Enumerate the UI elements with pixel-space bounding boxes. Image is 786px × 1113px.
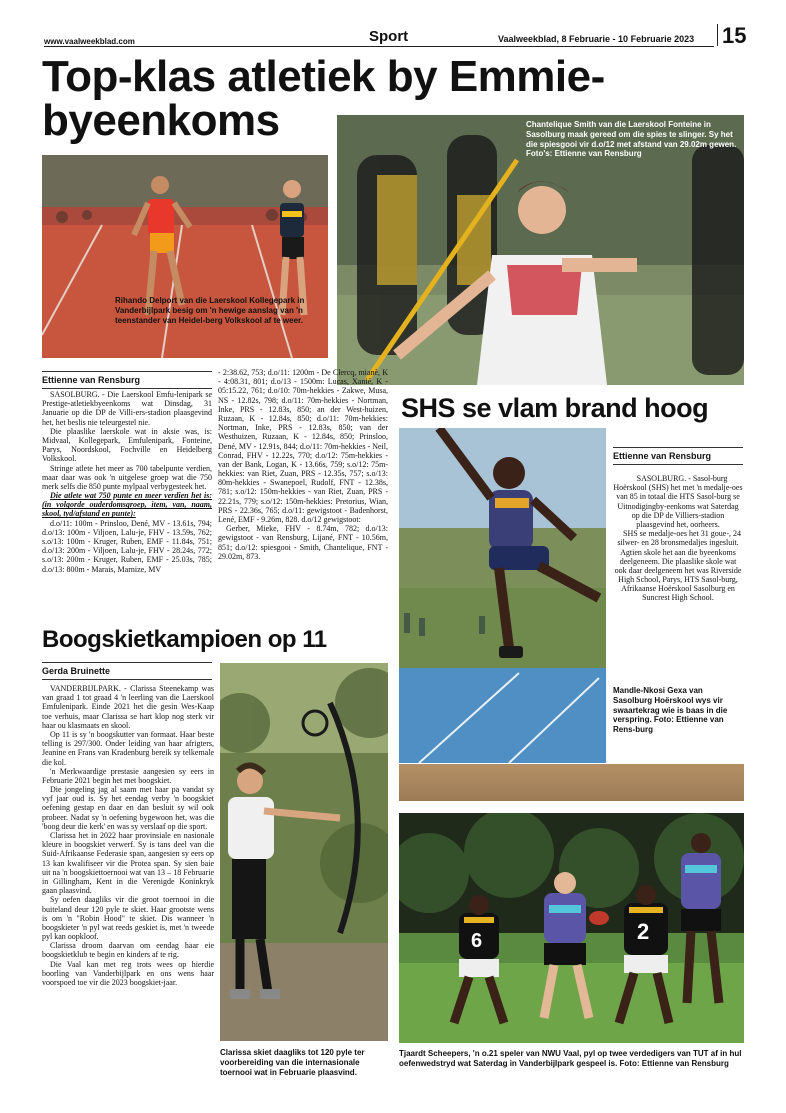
page-number: 15 <box>722 23 747 48</box>
shs-byline: Ettienne van Rensburg <box>613 447 743 465</box>
story1-paragraph: SASOLBURG. - Die Laerskool Emfu-lenipark se Prestige-atletiekbyeenkoms wat Dinsdag, 31 Januarie op die DP de Villi-ers-stadion plaasgevind het, het beslis nie teleurgestel nie. <box>42 390 212 427</box>
header-rule <box>44 46 714 47</box>
sprint-photo <box>42 155 328 358</box>
sprint-photo-caption: Rihando Delport van die Laerskool Kollegepark in Vanderbijlpark besig om 'n hewige aanslag van 'n teenstander van Heidel-berg Volkskool af te weer. <box>115 296 305 325</box>
story1-paragraph: Die plaaslike laerskole wat in aksie was, is: Midvaal, Kollegepark, Emfulenipark, Fonteine, Parys, Noordskool, Fochville en Heidelberg Volkskool. <box>42 426 212 464</box>
archery-paragraph: Die Vaal kan met reg trots wees op hierdie boorling van Vanderbijlpark en ons wens haar voorspoed toe vir die 2023 boogskiet-jaar. <box>42 959 214 987</box>
archery-byline: Gerda Bruinette <box>42 662 212 680</box>
archery-paragraph: Clarissa droom daarvan om eendag haar eie boogskietklub te begin en kinders af te rig. <box>42 941 214 960</box>
rugby-caption: Tjaardt Scheepers, 'n o.21 speler van NWU Vaal, pyl op twee verdedigers van TUT af in hul oefenwedstryd wat Saterdag in Vanderbijlpark gespeel is. Foto: Ettienne van Rensburg <box>399 1049 742 1068</box>
archery-photo <box>220 663 388 1041</box>
javelin-photo-caption: Chantelique Smith van die Laerskool Fonteine in Sasolburg maak gereed om die spies te slinger. Sy het die spiesgooi vir d.o/12 met afstand van 29.02m gewen. Foto's: Ettienne van Rensburg <box>526 120 737 159</box>
story1-column-1 <box>42 390 212 574</box>
archery-paragraph: Sy oefen daagliks vir die groot toernooi in die buiteland deur 120 pyle te skiet. Haar grootste wens is om 'n "Robin Hood" te skiet. Dis wanneer 'n boogskieter 'n pyl wat reeds geskiet is, met 'n tweede pyl kan oopkloof. <box>42 895 214 942</box>
site-url: www.vaalweekblad.com <box>44 37 135 46</box>
shs-paragraph: SASOLBURG. - Sasol-burg Hoërskool (SHS) het met 'n medalje-oes van 85 in totaal die HTS Sasol-burg se Uitnodigingby-eenkoms wat Saterdag op die DP de Villiers-stadion plaasgevind het, oorheers. <box>613 474 743 529</box>
headline-line-2: byeenkoms <box>42 96 280 145</box>
jersey-number-left: 6 <box>471 930 483 952</box>
archery-body <box>42 684 214 987</box>
headline-line-1: Top-klas atletiek by Emmie- <box>42 52 605 101</box>
story1-results: d.o/11: 100m - Prinsloo, Dené, MV - 13.61s, 794; d.o/13: 100m - Viljoen, Lalu-je, FHV - 13.59s, 762; s.o/13: 100m - Kruger, Ruben, EMF - 11.84s, 751; d.o/13: 200m - Viljoen, Lalu-je, FHV - 28.24s, 772; s.o/13: 200m - Kruger, Ruben, EMF - 25.03s, 785; d.o/13: 800m - Marais, Marnize, MV <box>42 518 212 574</box>
shs-body <box>613 474 743 603</box>
archery-paragraph: Op 11 is sy 'n boogskutter van formaat. Haar beste telling is 297/300. Onder leiding van haar afrigters, Jeanine en Frans van Kradenburg bereik sy telkemale die kol. <box>42 729 214 767</box>
archery-headline: Boogskietkampioen op 11 <box>42 626 327 653</box>
long-jump-caption: Mandle-Nkosi Gexa van Sasolburg Hoërskool wys vir swaartekrag wie is baas in die verspring. Foto: Ettienne van Rens-burg <box>613 686 728 734</box>
archery-paragraph: Die jongeling jag al saam met haar pa vandat sy vyf jaar oud is. Sy het eendag verby 'n boogskiet oefening gestap en daar en dan besluit sy wil ook probeer. Nadat sy 'n oefening bygewoon het, was die 'boog deur die kerk' en was sy verslaaf op die sport. <box>42 785 214 831</box>
shs-paragraph: SHS se medalje-oes het 31 goue-, 24 silwer- en 28 bronsmedaljes ingesluit. Agtien skole het aan die byeenkoms deelgeneem. Die plaaslike skole wat ook daar deelgeneem het was Riverside High School, Parys, HTS Sasol-burg, Afrikaanse Hoërskool Sasolburg en Suncrest High School. <box>614 529 742 603</box>
story1-paragraph: Stringe atlete het meer as 700 tabelpunte verdien, maar daar was ook 'n uitgelese groep wat die 750 merk selfs die 850 punte mylpaal verbygesteek het. <box>42 463 212 491</box>
header-divider <box>717 24 718 46</box>
section-title: Sport <box>369 28 409 45</box>
sand-pit-strip <box>399 764 744 801</box>
long-jump-photo <box>399 428 606 763</box>
archery-paragraph: 'n Merkwaardige prestasie aangesien sy eers in Februarie 2021 begin het met boogskiet. <box>42 766 214 785</box>
shs-headline: SHS se vlam brand hoog <box>401 393 709 423</box>
archery-caption: Clarissa skiet daagliks tot 120 pyle ter voorbereiding van die internasionale toernooi wat in Februarie plaasvind. <box>220 1048 365 1077</box>
story1-results-intro: Die atlete wat 750 punte en meer verdien het is: (in volgorde ouderdomsgroep, item, van, naam, skool, tyd/afstand en punte): <box>42 491 212 519</box>
issue-date: Vaalweekblad, 8 Februarie - 10 Februarie 2023 <box>498 34 695 44</box>
jersey-number-right: 2 <box>637 919 650 944</box>
story1-column-2 <box>218 368 388 561</box>
story1-results-continued: Gerber, Mieke, FHV - 8.74m, 782; d.o/13: gewigstoot - van Rensburg, Lijané, FNT - 10.56m, 851; d.o/12: spiesgooi - Smith, Chantelique, FNT - 29.02m, 873. <box>218 524 388 561</box>
archery-paragraph: Clarissa het in 2022 haar provinsiale en nasionale kleure in boogskiet verwerf. Sy is tans deel van die Suid-Afrikaanse Federasie span, aangesien sy eers op 13 kan kwalifiseer vir die Protea span. Sy sien baie uit na 'n boogskiettoernooi wat van 13 – 18 Februarie in Gillingham, Kent in die Verenigde Koninkryk gaan plaasvind. <box>42 831 214 896</box>
rugby-photo <box>399 813 744 1043</box>
story1-byline: Ettienne van Rensburg <box>42 371 212 389</box>
story1-results-continued: - 2:38.62, 753; d.o/11: 1200m - De Clercq, mianè, K - 4:08.31, 801; d.o/13 - 1500m: Lucas, Xanié, K - 05:15.22, 761; d.o/10: 70m-hekkies - Zakwe, Musa, NS - 12.82s, 798; d.o/11: 70m-hekkies - Nortman, Inke, PRS - 12.83s, 850; an der West-huizen, Ruzaan, K - 12.84s, 850; d.o/11: 70m-hekkies: Nortman, Inke, PRS - 12.83s, 850; van der Westhuizen, Ruzaan, K - 12.84s, 850; Prinsloo, Dené, MV - 12.91s, 844; d.o/11: 70m-hekkies - Neil, Conrad, FHV - 12.22s, 770; d.o/12: 75m-hekkies - van der Bank, Logan, K - 13.66s, 759; s.o/12: 75m-hekkies: van Riet, Zuan, PRS - 12.35s, 757; s.o/13: 80m-hekkies - Swanepoel, Rudolf, FNT - 12.38s, 781; s.o/12: 150m-hekkies - van Riet, Zuan, PRS - 22.21s, 779; s.o/12: 150m-hekkies: Pretorius, Wian, PRS - 22.36s, 765; d.o/11: gewigstoot - Badenhorst, Lené, EMF - 9.26m, 828. d.o/12 gewigstoot: <box>218 368 388 524</box>
archery-paragraph: VANDERBIJLPARK. - Clarissa Steenekamp was van graad 1 tot graad 4 'n leerling van die Laerskool Emfulenipark. Einde 2021 het die gesin Wes-Kaap toe verhuis, maar Clarissa se hart klop nog sterk vir haar ou klasmaats en skool. <box>42 684 214 730</box>
